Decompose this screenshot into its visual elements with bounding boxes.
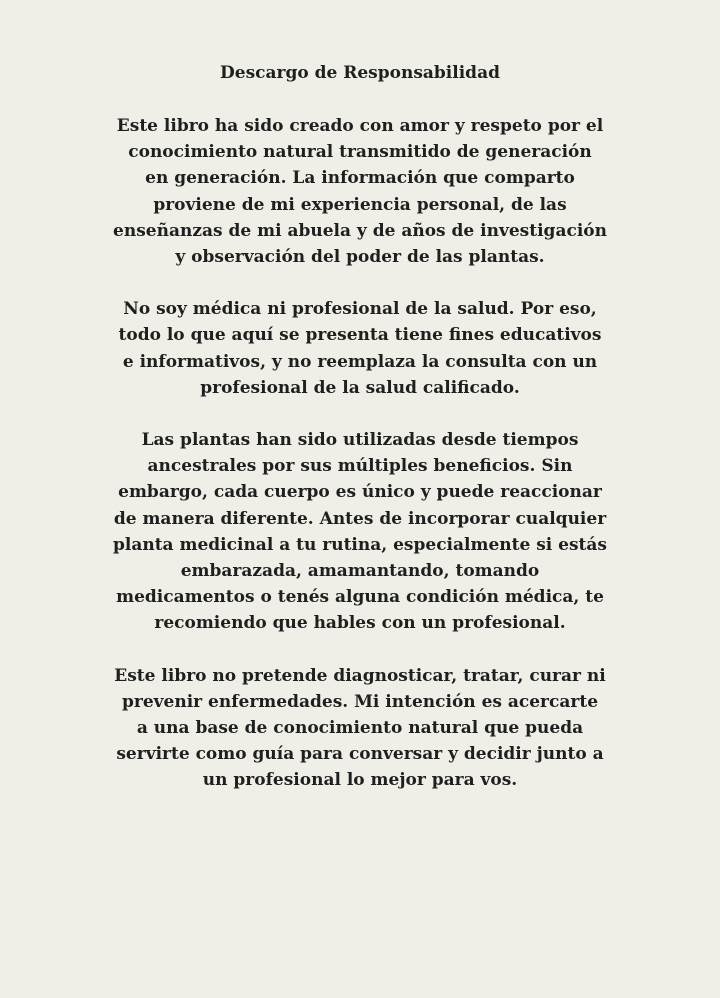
text-line: enseñanzas de mi abuela y de años de investigación	[113, 220, 607, 241]
text-line: de manera diferente. Antes de incorporar cualquier	[113, 508, 607, 529]
text-line: recomiendo que hables con un profesional.	[154, 613, 566, 634]
text-line: Este libro ha sido creado con amor y respeto por el	[116, 116, 604, 136]
paragraph-not-medical	[110, 296, 610, 401]
text-line: conocimiento natural transmitido de generación	[128, 142, 592, 163]
text-line: ancestrales por sus múltiples beneficios. Sin	[147, 456, 573, 477]
text-line: profesional de la salud calificado.	[200, 377, 520, 398]
text-line: proviene de mi experiencia personal, de las	[153, 194, 567, 215]
text-line: servirte como guía para conversar y decidir junto a	[116, 744, 604, 765]
text-line: prevenir enfermedades. Mi intención es acercarte	[121, 691, 599, 712]
text-line: e informativos, y no reemplaza la consulta con un	[122, 351, 598, 372]
text-line: Las plantas han sido utilizadas desde tiempos	[141, 430, 579, 451]
paragraph-intention	[110, 663, 610, 794]
disclaimer-content	[110, 60, 610, 794]
text-line: embargo, cada cuerpo es único y puede reaccionar	[118, 482, 602, 503]
page-title: Descargo de Responsabilidad	[220, 63, 500, 83]
text-line: Este libro no pretende diagnosticar, tratar, curar ni	[114, 665, 606, 686]
text-line: a una base de conocimiento natural que pueda	[136, 718, 584, 739]
text-line: embarazada, amamantando, tomando	[180, 561, 540, 582]
text-line: en generación. La información que comparto	[145, 168, 575, 189]
text-line: medicamentos o tenés alguna condición médica, te	[116, 587, 604, 608]
text-line: un profesional lo mejor para vos.	[202, 770, 518, 791]
text-line: y observación del poder de las plantas.	[175, 247, 545, 268]
paragraph-plants	[110, 427, 610, 637]
text-line: todo lo que aquí se presenta tiene fines educativos	[118, 325, 602, 346]
text-line: planta medicinal a tu rutina, especialmente si estás	[112, 534, 607, 555]
text-line: No soy médica ni profesional de la salud. Por eso,	[123, 299, 597, 320]
paragraph-intro	[110, 113, 610, 270]
